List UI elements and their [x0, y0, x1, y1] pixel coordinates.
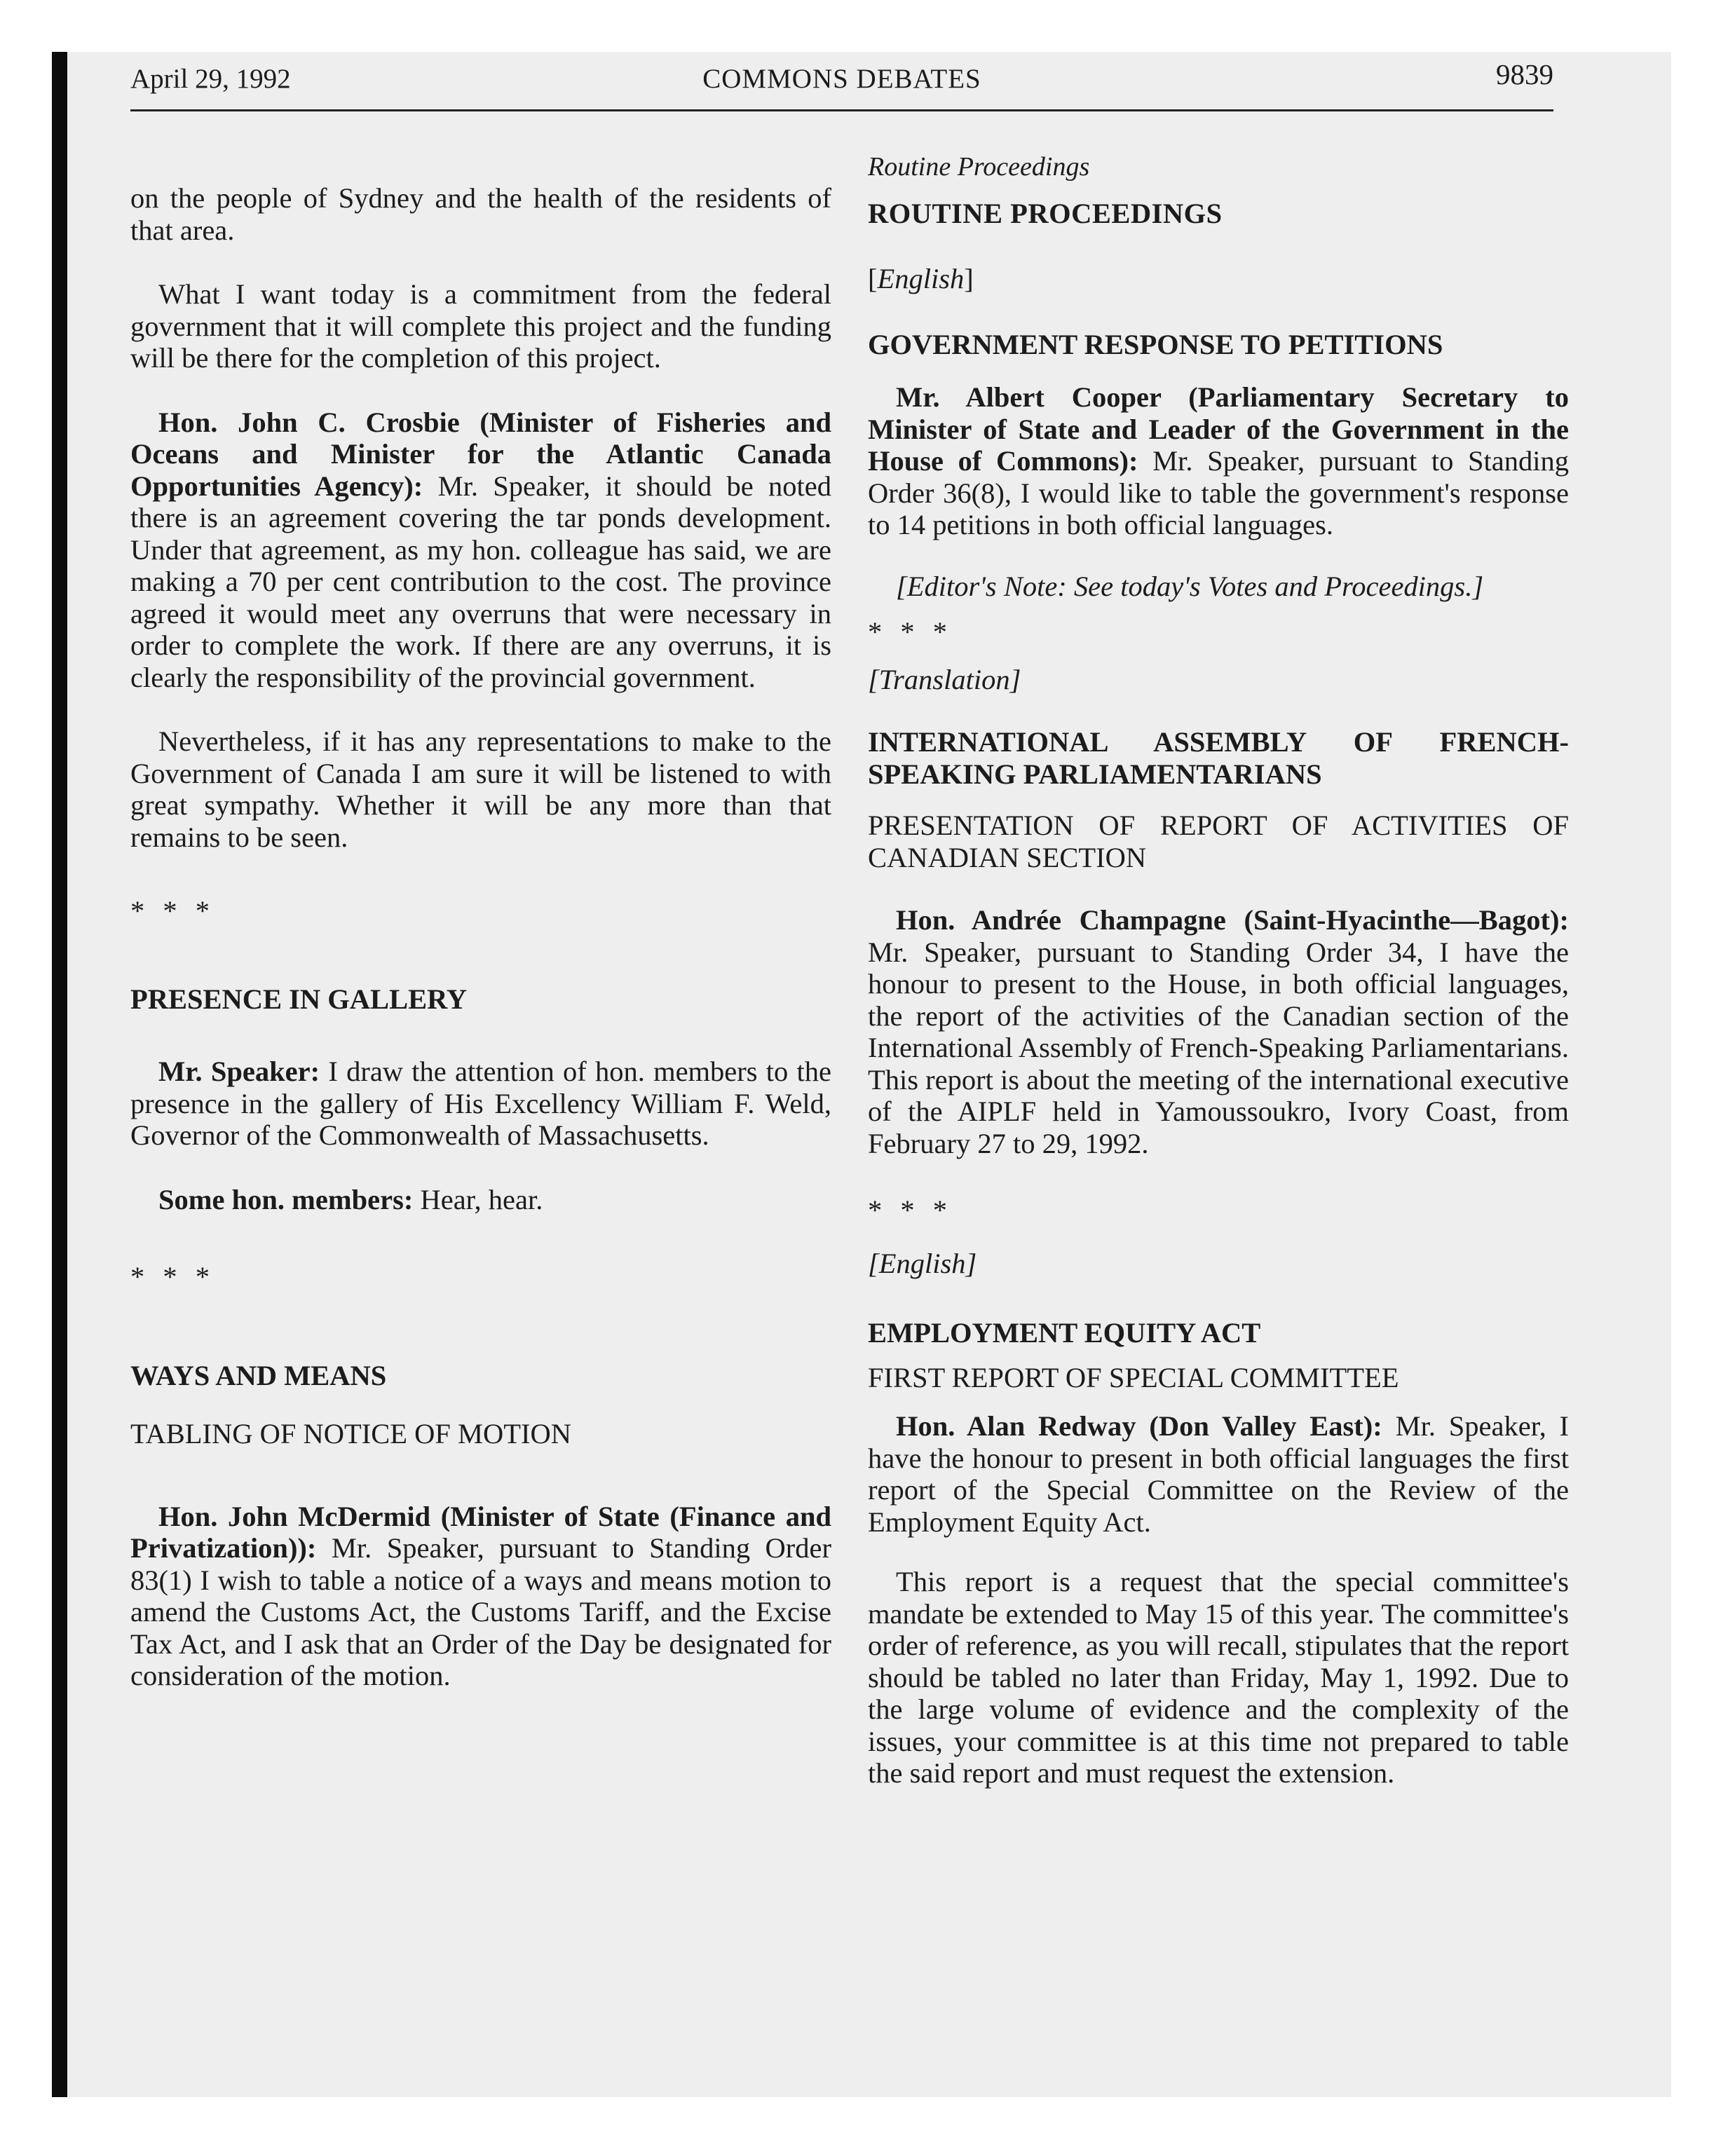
section-subheading: PRESENTATION OF REPORT OF ACTIVITIES OF CANADIAN SECTION: [868, 810, 1569, 873]
binding-edge-shadow: [52, 52, 67, 2097]
language-marker: [English]: [868, 263, 974, 294]
speech-text: Mr. Speaker, pursuant to Standing Order 83(1) I wish to table a notice of a ways and means motion to amend the Customs Act, the Customs Tariff, and the Excise Tax Act, and I ask that an Order of the Day be designated for consideration of the motion.: [130, 1532, 832, 1691]
right-column: [868, 151, 1569, 1789]
section-separator: * * *: [868, 616, 953, 648]
speech-text: Mr. Speaker, pursuant to Standing Order 34, I have the honour to present to the House, in both official languages, the report of the activities of the Canadian section of the International Assembly of French-Speaking Parliamentarians. This report is about the meeting of the international executive of the AIPLF held in Yamoussoukro, Ivory Coast, from February 27 to 29, 1992.: [868, 936, 1569, 1159]
speech-text: Hear, hear.: [420, 1183, 543, 1215]
speech-speaker: [130, 1056, 831, 1152]
speech-cooper: [868, 381, 1569, 541]
speaker-name: Hon. Alan Redway (Don Valley East):: [896, 1410, 1382, 1442]
section-subheading: FIRST REPORT OF SPECIAL COMMITTEE: [868, 1361, 1399, 1393]
left-column: [130, 182, 831, 1692]
header-page-number: 9839: [1496, 58, 1553, 90]
page-header: [130, 58, 1553, 111]
speech-text: I draw the attention of hon. members to the presence in the gallery of His Excellency William F. Weld, Governor of the Commonwealth of Massachusetts.: [130, 1056, 831, 1151]
header-title: COMMONS DEBATES: [702, 64, 981, 94]
speaker-name: Hon. John C. Crosbie (Minister of Fisheries and Oceans and Minister for the Atlantic Canada Opportunities Agency):: [130, 406, 831, 502]
speech-crosbie: [130, 407, 831, 694]
speech-champagne: [868, 904, 1569, 1159]
speech-text: Mr. Speaker, I have the honour to present in both official languages the first report of the Special Committee on the Review of the Employment Equity Act.: [868, 1410, 1569, 1538]
speaker-name: Hon. John McDermid (Minister of State (Finance and Privatization)):: [130, 1500, 831, 1564]
speech-members: [130, 1184, 831, 1216]
section-separator: * * *: [130, 1261, 215, 1292]
paragraph: Nevertheless, if it has any representations to make to the Government of Canada I am sure it will be listened to with great sympathy. Whether it will be any more than that remains to be seen.: [130, 725, 831, 853]
speech-text: Mr. Speaker, it should be noted there is an agreement covering the tar ponds development. Under that agreement, as my hon. colleague has said, we are making a 70 per cent contribution to the cost. The province agreed it would meet any overruns that were necessary in order to complete the work. If there are any overruns, it is clearly the responsibility of the provincial government.: [130, 470, 831, 693]
running-head: Routine Proceedings: [868, 152, 1090, 182]
paragraph: This report is a request that the special committee's mandate be extended to May 15 of this year. The committee's order of reference, as you will recall, stipulates that the report should be tabled no later than Friday, May 1, 1992. Due to the large volume of evidence and the complexity of the issues, your committee is at this time not prepared to table the said report and must request the extension.: [868, 1566, 1569, 1789]
section-heading: GOVERNMENT RESPONSE TO PETITIONS: [868, 328, 1443, 360]
paragraph: What I want today is a commitment from the federal government that it will complete this project and the funding will be there for the completion of this project.: [130, 278, 831, 374]
section-title: ROUTINE PROCEEDINGS: [868, 197, 1223, 229]
section-heading: EMPLOYMENT EQUITY ACT: [868, 1317, 1261, 1349]
section-heading: WAYS AND MEANS: [130, 1359, 387, 1391]
section-heading: PRESENCE IN GALLERY: [130, 983, 468, 1015]
speaker-name: Mr. Albert Cooper (Parliamentary Secretary to Minister of State and Leader of the Government in the House of Commons):: [868, 381, 1569, 477]
header-date: April 29, 1992: [130, 64, 291, 94]
speech-mcdermid: [130, 1501, 831, 1692]
section-separator: * * *: [868, 1194, 953, 1226]
speech-redway: [868, 1410, 1569, 1538]
speech-text: Mr. Speaker, pursuant to Standing Order 36(8), I would like to table the government's response to 14 petitions in both official languages.: [868, 445, 1570, 540]
editors-note: [Editor's Note: See today's Votes and Proceedings.]: [896, 570, 1484, 602]
section-subheading: TABLING OF NOTICE OF MOTION: [130, 1418, 571, 1449]
speaker-name: Some hon. members:: [158, 1183, 414, 1215]
section-heading: INTERNATIONAL ASSEMBLY OF FRENCH-SPEAKING PARLIAMENTARIANS: [868, 726, 1569, 790]
speaker-name: Hon. Andrée Champagne (Saint-Hyacinthe—Bagot):: [896, 904, 1569, 936]
paragraph: on the people of Sydney and the health of the residents of that area.: [130, 182, 831, 246]
language-marker: [Translation]: [868, 663, 1021, 695]
section-separator: * * *: [130, 895, 215, 927]
language-marker: [English]: [868, 1247, 977, 1279]
speaker-name: Mr. Speaker:: [158, 1056, 320, 1087]
